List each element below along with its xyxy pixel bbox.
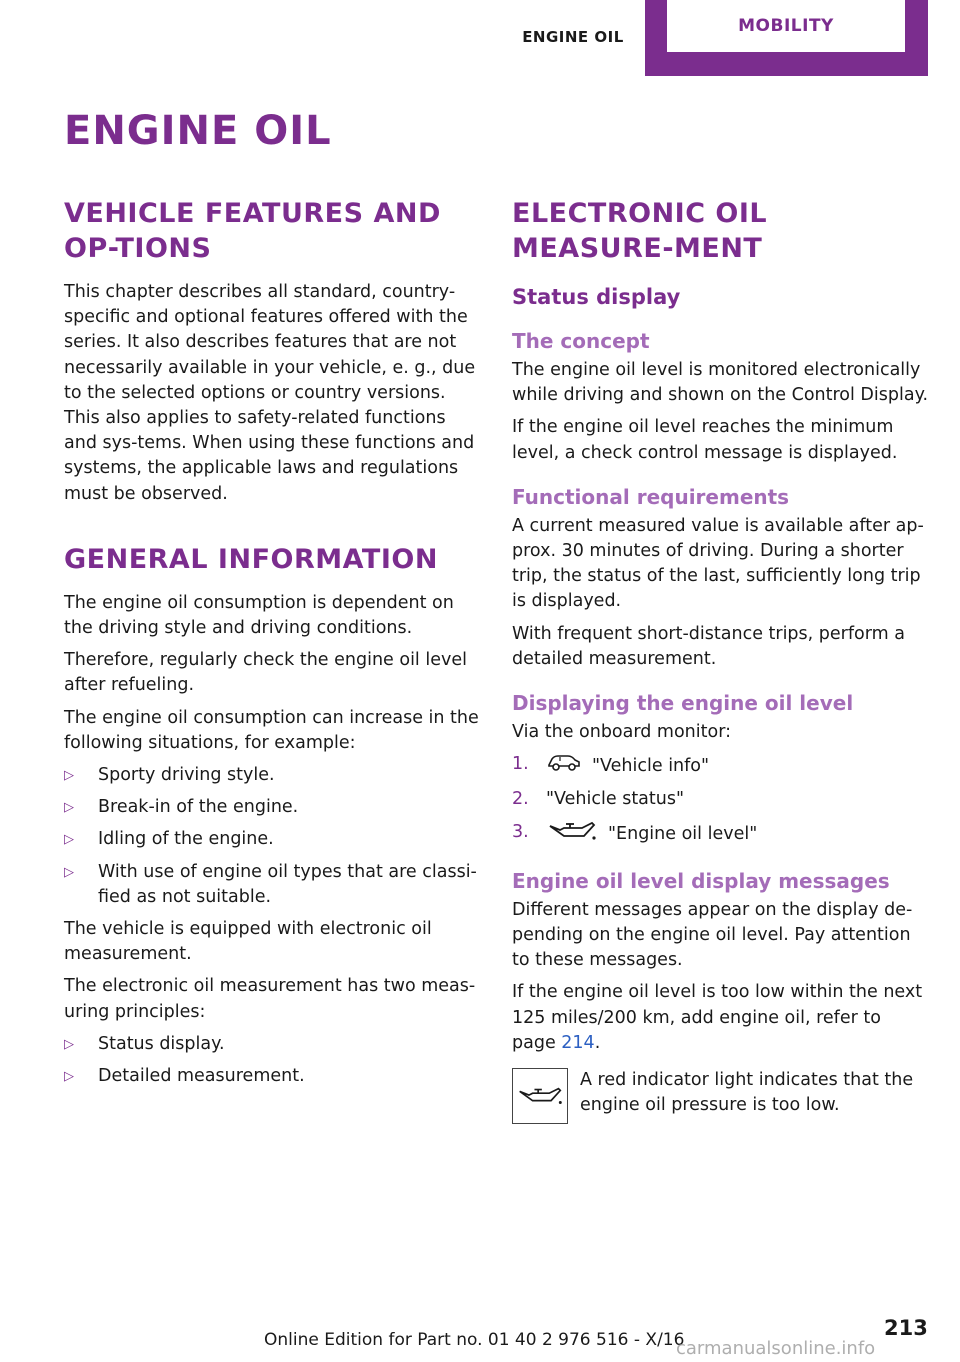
watermark: carmanualsonline.info <box>676 1338 876 1359</box>
requirements-heading: Functional requirements <box>512 484 790 509</box>
electronic-oil-heading: ELECTRONIC OIL MEASURE‐MENT <box>512 198 768 264</box>
vehicle-features-paragraph: This chapter describes all standard, country-specific and optional features offered with the series. It also describes features that are not necessarily available in your vehicle, e. g., due to the selected options or country versions. This also applies to safety-related functions and sys‐tems. When using these functions and systems, the applicable laws and regulations must be observed. <box>64 282 476 504</box>
general-info-p5: The electronic oil measurement has two meas‐uring principles: <box>64 976 476 1022</box>
general-info-p1: The engine oil consumption is dependent on the driving style and driving conditions. <box>64 592 454 639</box>
step-number: 3. <box>512 821 529 842</box>
page-number: 213 <box>884 1316 928 1340</box>
step-number: 2. <box>512 789 529 810</box>
concept-p1: The engine oil level is monitored electronically while driving and shown on the Control Display. <box>512 360 929 406</box>
triangle-bullet-icon: ▷ <box>64 1036 74 1052</box>
status-display-heading: Status display <box>512 285 681 309</box>
messages-p2: If the engine oil level is too low within the next 125 miles/200 km, add engine oil, refer to page 214. <box>512 982 923 1053</box>
general-info-p3: The engine oil consumption can increase in the following situations, for example: <box>64 707 479 753</box>
list-item: 3. "Engine oil level" <box>512 820 928 850</box>
list-item: ▷ With use of engine oil types that are classi‐fied as not suitable. <box>64 861 477 907</box>
page-reference-link[interactable]: 214 <box>561 1032 595 1053</box>
triangle-bullet-icon: ▷ <box>64 1069 74 1085</box>
displaying-intro: Via the onboard monitor: <box>512 722 731 743</box>
list-item: ▷ Status display. <box>64 1032 480 1057</box>
triangle-bullet-icon: ▷ <box>64 864 74 880</box>
requirements-p2: With frequent short-distance trips, perform a detailed measurement. <box>512 623 905 669</box>
list-item: 2. "Vehicle status" <box>512 787 928 812</box>
list-item: ▷ Sporty driving style. <box>64 763 480 788</box>
general-info-heading: GENERAL INFORMATION <box>64 543 438 575</box>
left-column <box>64 196 480 1096</box>
messages-p1: Different messages appear on the display de‐pending on the engine oil level. Pay attention to these messages. <box>512 899 913 971</box>
displaying-heading: Displaying the engine oil level <box>512 691 854 716</box>
list-item: ▷ Detailed measurement. <box>64 1064 480 1089</box>
edition-footer: Online Edition for Part no. 01 40 2 976 516 - X/16 <box>264 1330 685 1350</box>
triangle-bullet-icon: ▷ <box>64 800 74 816</box>
step-number: 1. <box>512 754 529 775</box>
running-header-section: ENGINE OIL <box>522 28 624 46</box>
car-icon <box>546 752 582 780</box>
list-item: 1. "Vehicle info" <box>512 752 928 780</box>
right-column <box>512 196 928 1124</box>
vehicle-features-heading: VEHICLE FEATURES AND OP‐TIONS <box>64 198 441 264</box>
messages-heading: Engine oil level display messages <box>512 868 890 893</box>
requirements-p1: A current measured value is available after ap‐prox. 30 minutes of driving. During a shorter trip, the status of the last, sufficiently long trip is displayed. <box>512 515 924 612</box>
concept-heading: The concept <box>512 329 650 353</box>
chapter-title: ENGINE OIL <box>64 108 332 154</box>
principles-list <box>64 1032 480 1089</box>
indicator-note <box>512 1068 928 1124</box>
triangle-bullet-icon: ▷ <box>64 832 74 848</box>
indicator-text: A red indicator light indicates that the engine oil pressure is too low. <box>580 1070 914 1116</box>
list-item: ▷ Idling of the engine. <box>64 827 480 852</box>
oil-can-icon <box>546 820 598 850</box>
concept-p2: If the engine oil level reaches the minimum level, a check control message is displayed. <box>512 417 898 463</box>
steps-list <box>512 752 928 850</box>
oil-pressure-warning-icon <box>512 1068 568 1124</box>
situations-list <box>64 763 480 910</box>
general-info-p4: The vehicle is equipped with electronic oil measurement. <box>64 919 432 965</box>
chapter-tab <box>645 0 928 76</box>
list-item: ▷ Break-in of the engine. <box>64 795 480 820</box>
triangle-bullet-icon: ▷ <box>64 768 74 784</box>
chapter-tab-label: MOBILITY <box>667 0 905 52</box>
general-info-p2: Therefore, regularly check the engine oil level after refueling. <box>64 650 467 696</box>
